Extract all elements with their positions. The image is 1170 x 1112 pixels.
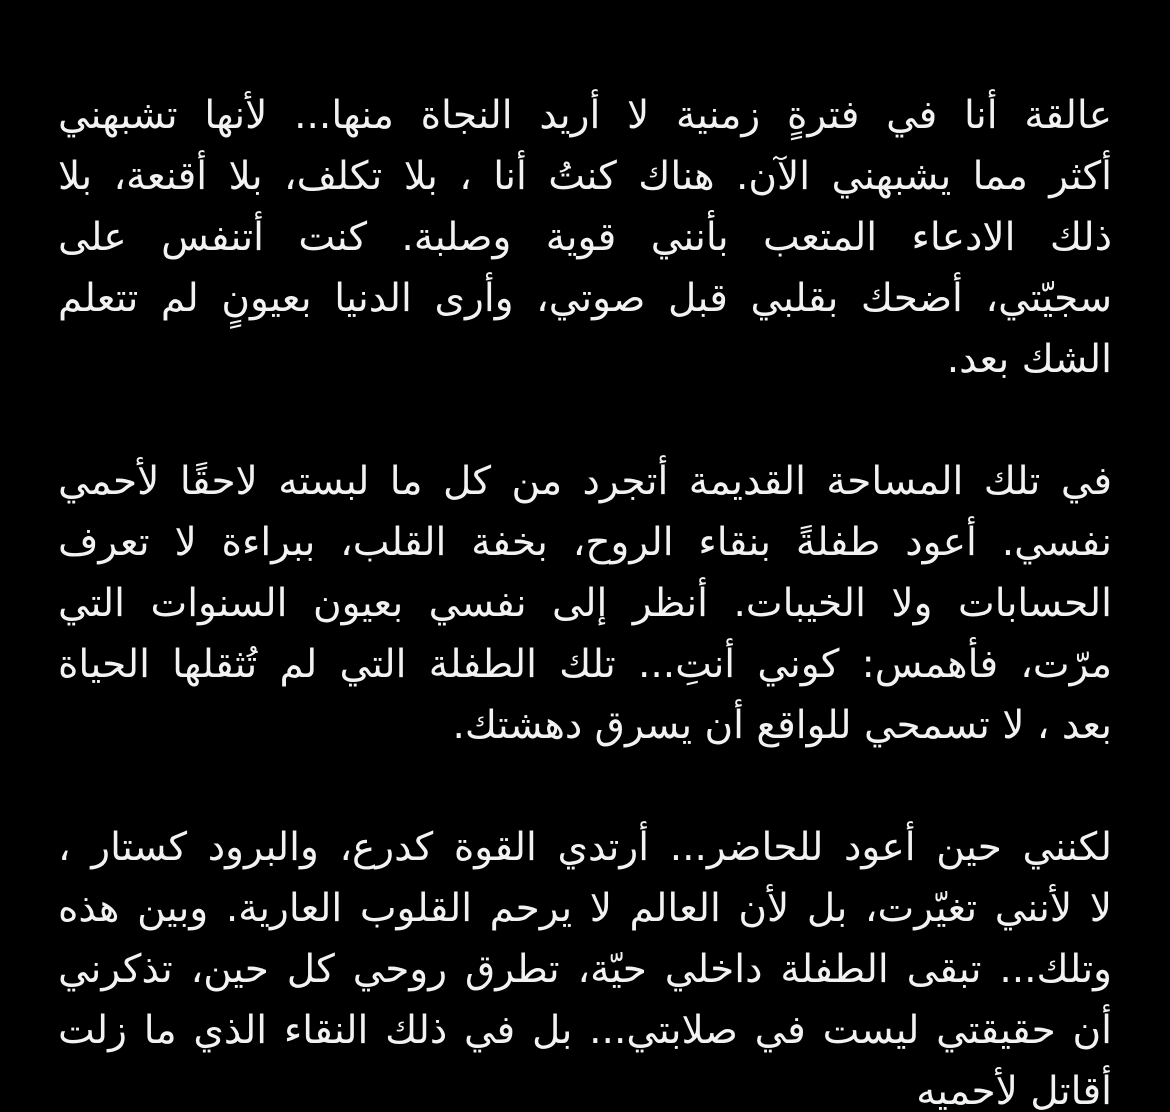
- text-line: ذلك الادعاء المتعب بأنني قوية وصلبة. كنت أتنفس على: [58, 215, 1112, 260]
- text-line: مرّت، فأهمس: كوني أنتِ... تلك الطفلة التي لم تُثقلها الحياة: [58, 642, 1112, 687]
- text-line: الحسابات ولا الخيبات. أنظر إلى نفسي بعيون السنوات التي: [58, 581, 1112, 626]
- paragraph-3: [58, 817, 1112, 1112]
- text-line: أكثر مما يشبهني الآن. هناك كنتُ أنا ، بلا تكلف، بلا أقنعة، بلا: [58, 154, 1112, 199]
- text-line: بعد ، لا تسمحي للواقع أن يسرق دهشتك.: [452, 703, 1112, 748]
- text-line: وتلك... تبقى الطفلة داخلي حيّة، تطرق روحي كل حين، تذكرني: [58, 947, 1112, 992]
- paragraph-1: [58, 85, 1112, 390]
- text-line: لا لأنني تغيّرت، بل لأن العالم لا يرحم القلوب العارية. وبين هذه: [58, 886, 1112, 931]
- paragraph-2: [58, 451, 1112, 756]
- story-text: [58, 85, 1112, 1112]
- text-line: عالقة أنا في فترةٍ زمنية لا أريد النجاة منها... لأنها تشبهني: [58, 93, 1112, 138]
- text-line: أقاتل لأحميه: [916, 1069, 1112, 1112]
- text-line: أن حقيقتي ليست في صلابتي... بل في ذلك النقاء الذي ما زلت: [58, 1008, 1112, 1053]
- text-line: لكنني حين أعود للحاضر... أرتدي القوة كدرع، والبرود كستار ،: [58, 825, 1112, 870]
- text-line: نفسي. أعود طفلةً بنقاء الروح، بخفة القلب، ببراءة لا تعرف: [58, 520, 1112, 565]
- text-line: الشك بعد.: [946, 337, 1112, 382]
- text-line: في تلك المساحة القديمة أتجرد من كل ما لبسته لاحقًا لأحمي: [58, 459, 1112, 504]
- text-line: سجيّتي، أضحك بقلبي قبل صوتي، وأرى الدنيا بعيونٍ لم تتعلم: [58, 276, 1112, 321]
